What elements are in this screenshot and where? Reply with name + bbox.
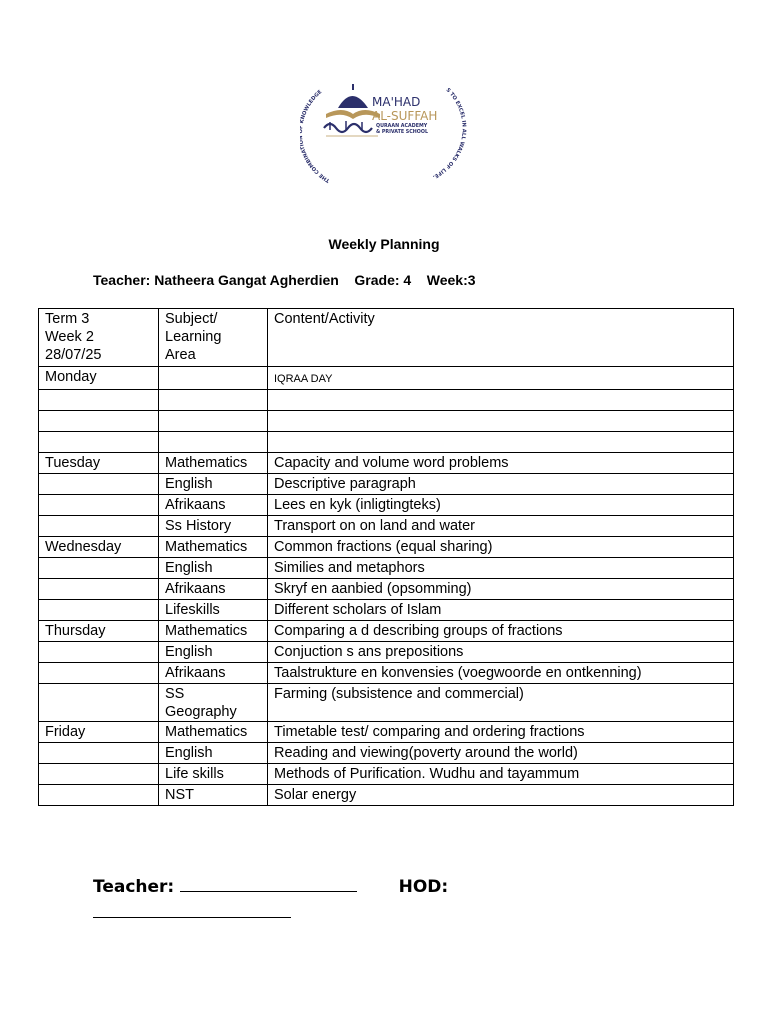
subject-cell: Afrikaans — [159, 663, 268, 684]
table-row — [39, 390, 734, 411]
activity-cell: Skryf en aanbied (opsomming) — [268, 579, 734, 600]
day-cell — [39, 495, 159, 516]
subject-cell: Ss History — [159, 516, 268, 537]
day-cell — [39, 411, 159, 432]
subject-cell: English — [159, 474, 268, 495]
logo-name-1: MA'HAD — [372, 95, 421, 109]
logo-sub-1: QURAAN ACADEMY — [376, 124, 428, 129]
activity-cell: Conjuction s ans prepositions — [268, 642, 734, 663]
subject-cell: Mathematics — [159, 722, 268, 743]
activity-cell: Reading and viewing(poverty around the world) — [268, 743, 734, 764]
day-cell: Monday — [39, 367, 159, 390]
table-row — [39, 411, 734, 432]
activity-cell: Similies and metaphors — [268, 558, 734, 579]
teacher-signature-line[interactable] — [180, 877, 357, 892]
activity-cell: Taalstrukture en konvensies (voegwoorde en ontkenning) — [268, 663, 734, 684]
activity-cell: Descriptive paragraph — [268, 474, 734, 495]
activity-cell: Solar energy — [268, 785, 734, 806]
table-row — [39, 621, 734, 642]
table-row — [39, 663, 734, 684]
day-cell — [39, 600, 159, 621]
activity-cell: Comparing a d describing groups of fractions — [268, 621, 734, 642]
logo-name-2: AL-SUFFAH — [372, 109, 438, 123]
school-logo-graphic — [300, 82, 468, 190]
table-row — [39, 516, 734, 537]
table-row — [39, 743, 734, 764]
subject-cell: Afrikaans — [159, 495, 268, 516]
table-row — [39, 579, 734, 600]
header-subject: Subject/ Learning Area — [159, 309, 268, 367]
signature-block — [93, 874, 448, 926]
table-row — [39, 785, 734, 806]
subject-cell — [159, 432, 268, 453]
subject-cell: English — [159, 558, 268, 579]
activity-cell: Transport on on land and water — [268, 516, 734, 537]
day-cell — [39, 558, 159, 579]
hod-signature-label: HOD: — [398, 877, 449, 897]
day-cell — [39, 516, 159, 537]
day-cell — [39, 743, 159, 764]
teacher-info-line: Teacher: Natheera Gangat Agherdien Grade: 4 Week:3 — [93, 272, 476, 288]
day-cell — [39, 432, 159, 453]
subject-cell: SS Geography — [159, 684, 268, 722]
subject-cell: Mathematics — [159, 537, 268, 558]
subject-cell: Life skills — [159, 764, 268, 785]
activity-cell — [268, 411, 734, 432]
table-row — [39, 722, 734, 743]
day-cell — [39, 684, 159, 722]
teacher-signature-label: Teacher: — [93, 877, 175, 897]
activity-cell: Capacity and volume word problems — [268, 453, 734, 474]
table-row — [39, 537, 734, 558]
logo-arc-left: THE COMBINAT NOWLEDGE — [300, 89, 332, 184]
activity-cell: Timetable test/ comparing and ordering fractions — [268, 722, 734, 743]
subject-cell: Mathematics — [159, 453, 268, 474]
subject-cell — [159, 367, 268, 390]
activity-cell — [268, 432, 734, 453]
header-term: Term 3 Week 2 28/07/25 — [39, 309, 159, 367]
table-row — [39, 558, 734, 579]
day-cell — [39, 474, 159, 495]
subject-cell: Lifeskills — [159, 600, 268, 621]
table-row — [39, 432, 734, 453]
subject-cell: Afrikaans — [159, 579, 268, 600]
day-cell — [39, 764, 159, 785]
weekly-planning-table — [38, 308, 734, 806]
table-row — [39, 453, 734, 474]
document-title: Weekly Planning — [328, 236, 440, 252]
day-cell: Wednesday — [39, 537, 159, 558]
activity-cell: Different scholars of Islam — [268, 600, 734, 621]
activity-cell — [268, 390, 734, 411]
table-header-row — [39, 309, 734, 367]
table-row — [39, 764, 734, 785]
subject-cell — [159, 390, 268, 411]
activity-cell: Methods of Purification. Wudhu and tayammum — [268, 764, 734, 785]
day-cell: Tuesday — [39, 453, 159, 474]
header-content: Content/Activity — [268, 309, 734, 367]
day-cell: Thursday — [39, 621, 159, 642]
table-row — [39, 642, 734, 663]
table-row — [39, 367, 734, 390]
activity-cell: Lees en kyk (inligtingteks) — [268, 495, 734, 516]
subject-cell: English — [159, 743, 268, 764]
logo-arc-right: S TO EXCEL IN ALL WALKS OF LIFE. — [431, 87, 467, 180]
day-cell — [39, 785, 159, 806]
day-cell — [39, 579, 159, 600]
subject-cell: English — [159, 642, 268, 663]
table-row — [39, 474, 734, 495]
table-row — [39, 495, 734, 516]
day-cell: Friday — [39, 722, 159, 743]
day-cell — [39, 663, 159, 684]
activity-cell: IQRAA DAY — [268, 367, 734, 390]
activity-cell: Farming (subsistence and commercial) — [268, 684, 734, 722]
logo-sub-2: & PRIVATE SCHOOL — [376, 130, 428, 135]
table-row — [39, 600, 734, 621]
activity-cell: Common fractions (equal sharing) — [268, 537, 734, 558]
hod-signature-line[interactable] — [93, 903, 291, 918]
subject-cell: NST — [159, 785, 268, 806]
subject-cell: Mathematics — [159, 621, 268, 642]
day-cell — [39, 642, 159, 663]
subject-cell — [159, 411, 268, 432]
table-row — [39, 684, 734, 722]
day-cell — [39, 390, 159, 411]
school-logo — [300, 82, 468, 190]
